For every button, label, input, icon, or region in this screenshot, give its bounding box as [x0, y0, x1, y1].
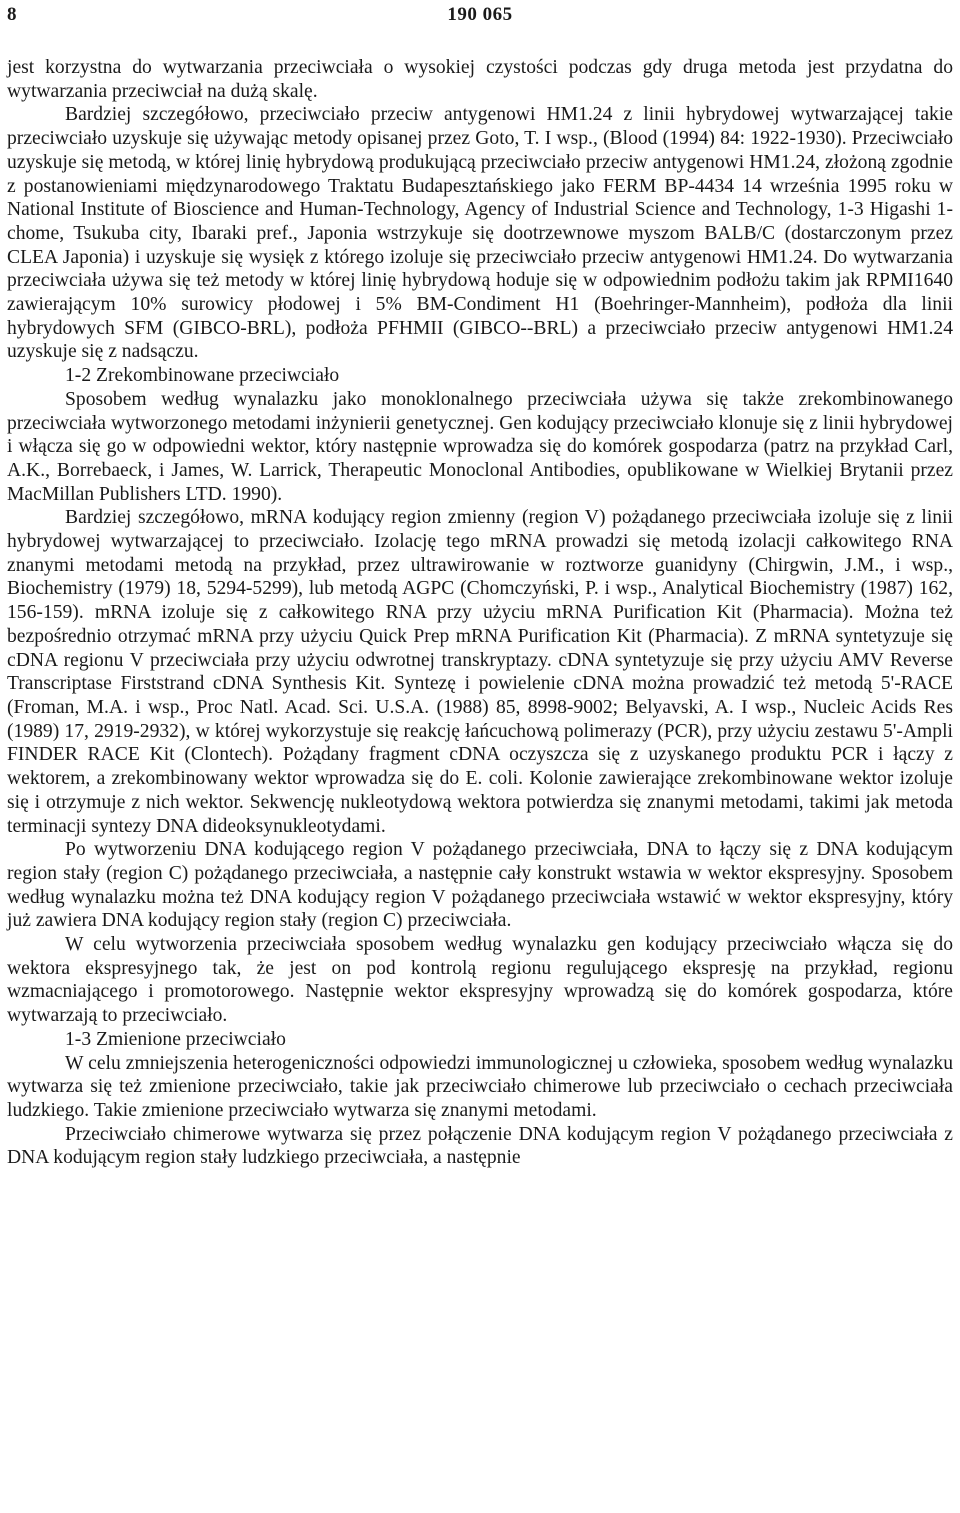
section-heading: 1-2 Zrekombinowane przeciwciało: [65, 365, 340, 387]
paragraph: jest korzystna do wytwarzania przeciwciała o wysokiej czystości podczas gdy druga metoda jest przydatna do wytwarzania przeciwciał na dużą skalę.: [7, 57, 953, 102]
document-number: 190 065: [447, 4, 513, 25]
paragraph: Po wytworzeniu DNA kodującego region V pożądanego przeciwciała, DNA to łączy się z DNA kodującym region stały (region C) pożądanego przeciwciała, a następnie cały konstrukt wstawia w wektor ekspresyjny. Sposobem według wynalazku można też DNA kodujący region V pożądanego przeciwciała wstawić w wektor ekspresyjny, który już zawiera DNA kodujący region stały (region C) przeciwciała.: [7, 839, 953, 932]
paragraph: W celu zmniejszenia heterogeniczności odpowiedzi immunologicznej u człowieka, sposobem według wynalazku wytwarza się też zmienione przeciwciało, takie jak przeciwciało chimerowe lub przeciwciało o cechach przeciwciała ludzkiego. Takie zmienione przeciwciało wytwarza się znanymi metodami.: [7, 1052, 953, 1121]
paragraph: Sposobem według wynalazku jako monoklonalnego przeciwciała używa się także zrekombinowanego przeciwciała wytworzonego metodami inżynierii genetycznej. Gen kodujący przeciwciało klonuje się z linii hybrydowej i włącza się go w odpowiedni wektor, który następnie wprowadza się do komórek gospodarza (patrz na przykład Carl, A.K., Borrebaeck, i James, W. Larrick, Therapeutic Monoclonal Antibodies, opublikowane w Wielkiej Brytanii przez MacMillan Publishers LTD. 1990).: [7, 388, 953, 505]
paragraph: W celu wytworzenia przeciwciała sposobem według wynalazku gen kodujący przeciwciało włącza się do wektora ekspresyjnego tak, że jest on pod kontrolą regionu regulującego ekspresję na przykład, regionu wzmacniającego i promotorowego. Następnie wektor ekspresyjny wprowadzą się do komórek gospodarza, które wytwarzają to przeciwciało.: [7, 934, 953, 1027]
document-body: [7, 56, 953, 1170]
paragraph: Bardziej szczegółowo, mRNA kodujący region zmienny (region V) pożądanego przeciwciała izoluje się z linii hybrydowej wytwarzającej to przeciwciało. Izolację tego mRNA prowadzi się metodą izolacji całkowitego RNA znanymi metodami metodą na przykład, przez ultrawirowanie w roztworze guanidyny (Chirgwin, J.M., i wsp., Biochemistry (1979) 18, 5294-5299), lub metodą AGPC (Chomczyński, P. i wsp., Analytical Biochemistry (1987) 162, 156-159). mRNA izoluje się z całkowitego RNA przy użyciu mRNA Purification Kit (Pharmacia). Można też bezpośrednio otrzymać mRNA przy użyciu Quick Prep mRNA Purification Kit (Pharmacia). Z mRNA syntetyzuje się cDNA regionu V przeciwciała przy użyciu odwrotnej transkryptazy. cDNA syntetyzuje się przy użyciu AMV Reverse Transcriptase Firststrand cDNA Synthesis Kit. Syntezę i powielenie cDNA można prowadzić też metodą 5'-RACE (Froman, M.A. i wsp., Proc Natl. Acad. Sci. U.S.A. (1988) 85, 8998-9002; Belyavski, A. I wsp., Nucleic Acids Res (1989) 17, 2919-2932), w której wykorzystuje się reakcję łańcuchową polimerazy (PCR), przy użyciu zestawu 5'-Ampli FINDER RACE Kit (Clontech). Pożądany fragment cDNA oczyszcza się z uzyskanego produktu PCR i łączy z wektorem, a zrekombinowany wektor wprowadza się do E. coli. Kolonie zawierające zrekombinowane wektor izoluje się i otrzymuje z nich wektor. Sekwencję nukleotydową wektora potwierdza się znanymi metodami, takimi jak metoda terminacji syntezy DNA dideoksynukleotydami.: [7, 507, 953, 837]
page-header: [7, 0, 953, 30]
section-heading: 1-3 Zmienione przeciwciało: [65, 1028, 286, 1050]
paragraph: Bardziej szczegółowo, przeciwciało przeciw antygenowi HM1.24 z linii hybrydowej wytwarzającej takie przeciwciało uzyskuje się używając metody opisanej przez Goto, T. I wsp., (Blood (1994) 84: 1922-1930). Przeciwciało uzyskuje się metodą, w której linię hybrydową produkującą przeciwciało przeciw antygenowi HM1.24, złożoną zgodnie z postanowieniami międzynarodowego Traktatu Budapesztańskiego jako FERM BP-4434 14 września 1995 roku w National Institute of Bioscience and Human-Technology, Agency of Industrial Science and Technology, 1-3 Higashi 1-chome, Tsukuba city, Ibaraki pref., Japonia wstrzykuje się dootrzewnowe myszom BALB/C (dostarczonym przez CLEA Japonia) i uzyskuje się wysięk z którego izoluje się przeciwciało przeciw antygenowi HM1.24. Do wytwarzania przeciwciała używa się też metody w której linię hybrydową hoduje się w odpowiednim podłożu takim jak RPMI1640 zawierającym 10% surowicy płodowej i 5% BM-Condiment H1 (Boehringer-Mannheim), podłoża dla linii hybrydowych SFM (GIBCO-BRL), podłoża PFHMII (GIBCO--BRL) a przeciwciało przeciw antygenowi HM1.24 uzyskuje się z nadsączu.: [7, 104, 953, 363]
paragraph: Przeciwciało chimerowe wytwarza się przez połączenie DNA kodującym region V pożądanego przeciwciała z DNA kodującym region stały ludzkiego przeciwciała, a następnie: [7, 1123, 953, 1169]
page-number: 8: [7, 4, 17, 25]
